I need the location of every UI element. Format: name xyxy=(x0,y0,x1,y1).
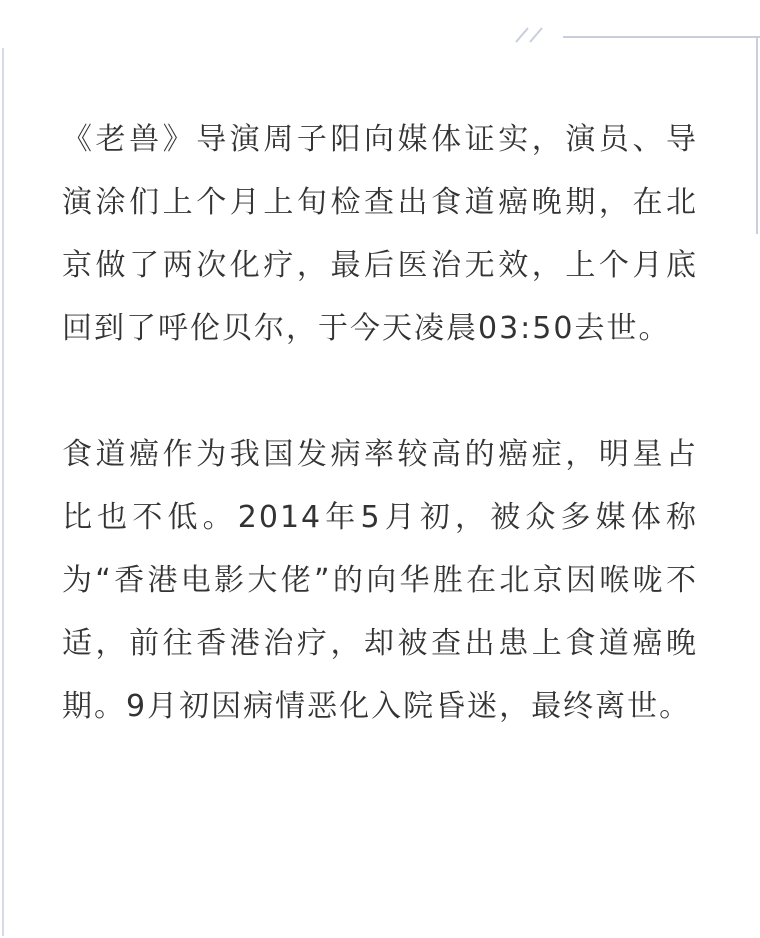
paragraph-1: 《老兽》导演周子阳向媒体证实，演员、导演涂们上个月上旬检查出食道癌晚期，在北京做了两次化疗，最后医治无效，上个月底回到了呼伦贝尔，于今天凌晨03:50去世。 xyxy=(62,122,698,346)
frame-left-border xyxy=(2,48,4,936)
double-slash-icon xyxy=(512,22,548,46)
frame-right-border xyxy=(756,36,758,234)
article-body xyxy=(62,108,698,738)
paragraph-2: 食道癌作为我国发病率较高的癌症，明星占比也不低。2014年5月初，被众多媒体称为“香港电影大佬”的向华胜在北京因喉咙不适，前往香港治疗，却被查出患上食道癌晚期。9月初因病情恶化入院昏迷，最终离世。 xyxy=(62,437,698,724)
frame-top-border xyxy=(563,36,760,38)
